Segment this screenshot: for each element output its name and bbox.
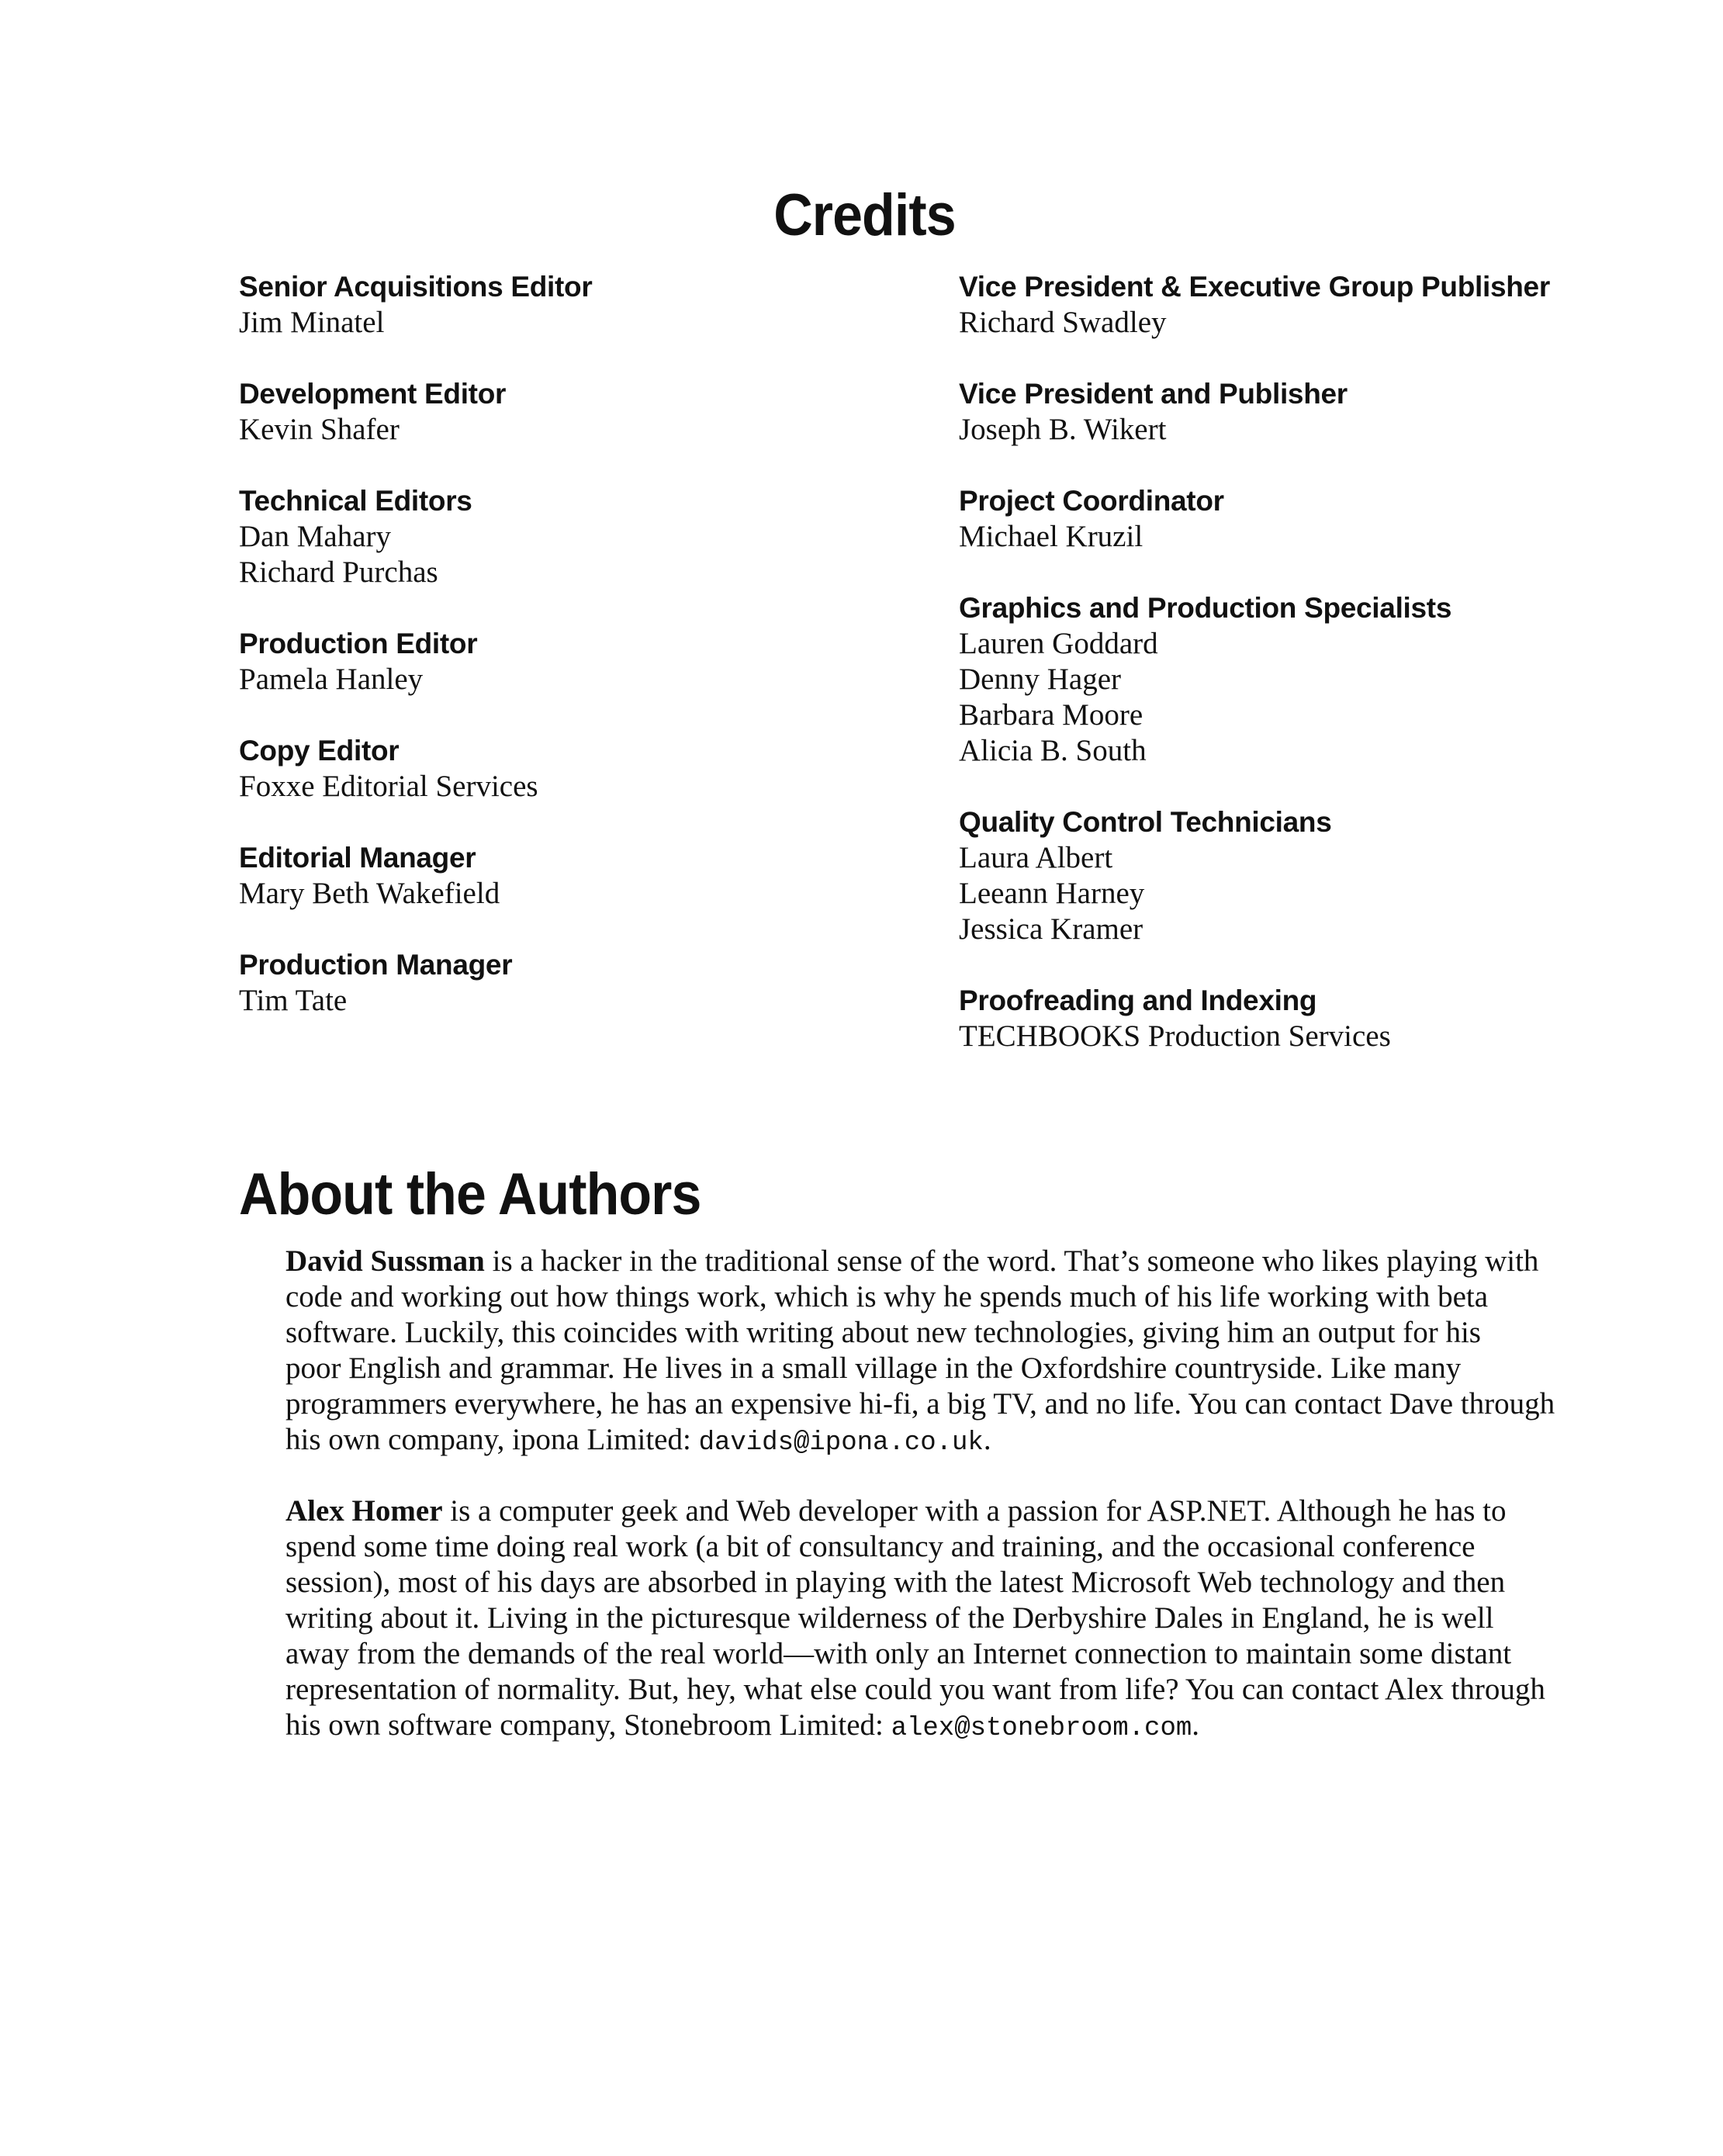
bio-text: his own software company, Stonebroom Limited: [285,1708,891,1742]
author-bio [285,1493,1691,1746]
credit-entry [959,376,1704,448]
credit-entry [239,269,906,341]
credit-name: TECHBOOKS Production Services [959,1019,1391,1053]
credit-role: Senior Acquisitions Editor [239,271,593,303]
author-email[interactable]: alex@stonebroom.com [891,1714,1192,1743]
credit-role: Editorial Manager [239,842,476,874]
credit-name: Richard Purchas [239,555,438,589]
credit-role: Copy Editor [239,735,400,767]
bio-text: is a computer geek and Web developer with a passion for ASP.NET. Although he has to [442,1494,1507,1528]
credit-role: Technical Editors [239,485,472,517]
credit-name: Jessica Kramer [959,912,1143,946]
credit-entry [239,947,906,1019]
credit-entry [959,590,1704,769]
credit-entry [239,840,906,912]
credit-role: Graphics and Production Specialists [959,592,1452,624]
bio-line [285,1493,1691,1529]
bio-line: writing about it. Living in the picturesque wilderness of the Derbyshire Dales in England, he is well [285,1601,1494,1635]
credit-role: Project Coordinator [959,485,1224,517]
credit-entry [239,733,906,805]
credit-entry [239,376,906,448]
credit-role: Production Manager [239,949,513,981]
bio-text: his own company, ipona Limited: [285,1423,699,1456]
bio-line: code and working out how things work, which is why he spends much of his life working with beta [285,1280,1489,1313]
credit-role: Quality Control Technicians [959,806,1332,838]
credit-name: Lauren Goddard [959,627,1158,660]
credit-name: Leeann Harney [959,877,1145,910]
bio-line: session), most of his days are absorbed in playing with the latest Microsoft Web technology and then [285,1566,1506,1599]
bio-text: . [983,1423,991,1456]
credit-name: Denny Hager [959,663,1121,696]
bio-line: spend some time doing real work (a bit of consultancy and training, and the occasional conference [285,1530,1476,1563]
credit-name: Foxxe Editorial Services [239,770,538,803]
bio-text: . [1192,1708,1200,1742]
credit-name: Joseph B. Wikert [959,413,1167,446]
credit-name: Richard Swadley [959,306,1167,339]
credit-role: Development Editor [239,378,507,410]
credit-entry [959,983,1704,1054]
credit-entry [239,483,906,590]
credit-role: Vice President and Publisher [959,378,1348,410]
credit-entry [959,805,1704,947]
author-name: Alex Homer [285,1494,443,1528]
credit-name: Dan Mahary [239,520,392,553]
bio-line: away from the demands of the real world—with only an Internet connection to maintain some distant [285,1637,1512,1670]
credit-role: Proofreading and Indexing [959,985,1317,1016]
author-name: David Sussman [285,1244,485,1278]
credits-heading: Credits [773,182,956,248]
credit-name: Laura Albert [959,841,1113,874]
bio-line [285,1244,1691,1279]
credit-name: Jim Minatel [239,306,385,339]
bio-line: programmers everywhere, he has an expensive hi-fi, a big TV, and no life. You can contact Dave through [285,1387,1555,1421]
credit-role: Vice President & Executive Group Publisher [959,271,1550,303]
credit-entry [959,269,1704,341]
bio-line: software. Luckily, this coincides with writing about new technologies, giving him an output for his [285,1316,1481,1349]
about-authors-heading: About the Authors [239,1161,701,1227]
credit-name: Michael Kruzil [959,520,1143,553]
bio-line: poor English and grammar. He lives in a small village in the Oxfordshire countryside. Like many [285,1351,1462,1385]
credit-name: Mary Beth Wakefield [239,877,500,910]
bio-line [285,1422,1691,1461]
credit-role: Production Editor [239,628,478,659]
credit-entry [239,626,906,697]
author-email[interactable]: davids@ipona.co.uk [698,1428,984,1458]
bio-line [285,1708,1691,1746]
credit-name: Kevin Shafer [239,413,400,446]
credit-entry [959,483,1704,555]
credit-name: Barbara Moore [959,698,1143,732]
credits-right-column [959,269,1704,1090]
bio-line: representation of normality. But, hey, what else could you want from life? You can contact Alex through [285,1673,1545,1706]
bio-text: is a hacker in the traditional sense of the word. That’s someone who likes playing with [484,1244,1539,1278]
credit-name: Alicia B. South [959,734,1147,767]
credits-left-column [239,269,906,1054]
credit-name: Tim Tate [239,984,348,1017]
author-bio [285,1244,1691,1461]
credit-name: Pamela Hanley [239,663,424,696]
